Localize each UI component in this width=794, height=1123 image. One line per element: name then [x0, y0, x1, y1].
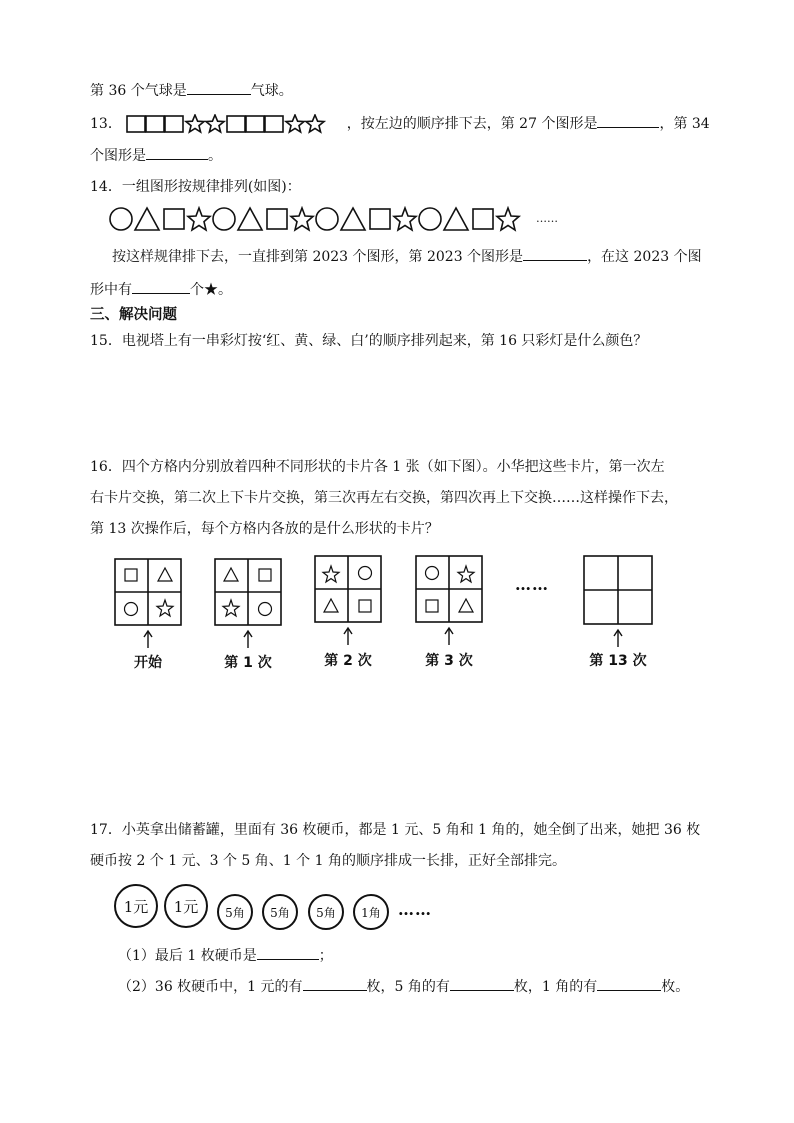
- triangle-shape: [324, 599, 338, 612]
- q14-line2-b: 个★。: [190, 282, 232, 298]
- q17-sub2-a: （2）36 枚硬币中，1 元的有: [118, 979, 303, 995]
- q17-answer-blank-last-coin[interactable]: [257, 945, 319, 960]
- q14-line2-a: 形中有: [90, 282, 132, 298]
- circle-shape: [426, 567, 439, 580]
- q14-line1-b: ，在这 2023 个图: [587, 249, 702, 265]
- star-shape: [206, 115, 224, 132]
- grid-step-13: [584, 556, 652, 624]
- q14-title: 14．一组图形按规律排列(如图)：: [90, 179, 301, 195]
- q17-answer-blank-5jiao[interactable]: [450, 976, 514, 991]
- q17-coin-dots: ……: [398, 900, 432, 919]
- q13-answer-blank-27[interactable]: [597, 113, 659, 128]
- square-shape: [127, 116, 145, 132]
- q14-line1-a: 按这样规律排下去，一直排到第 2023 个图形，第 2023 个图形是: [112, 249, 524, 265]
- star-shape: [458, 566, 474, 582]
- grid-step-2: [315, 556, 381, 622]
- q17-line1: 17．小英拿出储蓄罐，里面有 36 枚硬币，都是 1 元、5 角和 1 角的，她全倒了出来，她把 36 枚: [90, 822, 701, 838]
- square-shape: [164, 209, 184, 229]
- triangle-shape: [158, 568, 172, 581]
- q17-answer-blank-1yuan[interactable]: [303, 976, 367, 991]
- q16-line2: 右卡片交换，第二次上下卡片交换，第三次再左右交换，第四次再上下交换……这样操作下去，: [90, 490, 678, 506]
- q13-text-a: ，按左边的顺序排下去，第 27 个图形是: [346, 116, 598, 132]
- q14-shape-sequence: [108, 206, 536, 232]
- circle-shape: [125, 603, 138, 616]
- square-shape: [227, 116, 245, 132]
- q17-line2: 硬币按 2 个 1 元、3 个 5 角、1 个 1 角的顺序排成一长排，正好全部排完。: [90, 853, 566, 869]
- caption-step-2: 第 2 次: [324, 653, 372, 669]
- q16-card-grids: [110, 552, 670, 652]
- coin-1-yuan: 1元: [114, 884, 158, 928]
- grid-step-3: [416, 556, 482, 622]
- triangle-shape: [238, 208, 262, 230]
- coin-1-yuan: 1元: [164, 884, 208, 928]
- star-shape: [291, 208, 313, 230]
- coin-5-jiao: 5角: [262, 894, 298, 930]
- grid-start: [115, 559, 181, 625]
- square-shape: [267, 209, 287, 229]
- coin-5-jiao: 5角: [308, 894, 344, 930]
- caption-start: 开始: [134, 655, 162, 671]
- star-shape: [186, 115, 204, 132]
- q13-line1: [90, 113, 710, 134]
- caption-step-3: 第 3 次: [425, 653, 473, 669]
- star-shape: [323, 566, 339, 582]
- q17-sub1-suffix: ；: [318, 948, 333, 964]
- section-heading: 三、解决问题: [90, 307, 177, 323]
- circle-shape: [419, 208, 441, 230]
- q14-ellipsis: ……: [536, 212, 558, 225]
- q13-text-b: ，第 34: [659, 116, 710, 132]
- square-shape: [259, 569, 271, 581]
- square-shape: [359, 600, 371, 612]
- star-shape: [306, 115, 324, 132]
- star-shape: [394, 208, 416, 230]
- q14-line2: [90, 279, 232, 300]
- square-shape: [265, 116, 283, 132]
- coin-5-jiao: 5角: [217, 894, 253, 930]
- circle-shape: [110, 208, 132, 230]
- square-shape: [165, 116, 183, 132]
- star-shape: [157, 600, 173, 616]
- q12-answer-blank[interactable]: [187, 80, 251, 95]
- q14-answer-blank-stars[interactable]: [132, 279, 190, 294]
- triangle-shape: [459, 599, 473, 612]
- square-shape: [246, 116, 264, 132]
- circle-shape: [359, 567, 372, 580]
- square-shape: [125, 569, 137, 581]
- q13-number: 13．: [90, 116, 122, 132]
- q13-shape-sequence: [126, 114, 342, 134]
- circle-shape: [316, 208, 338, 230]
- q17-sub2-b: 枚，5 角的有: [366, 979, 450, 995]
- triangle-shape: [341, 208, 365, 230]
- grid-step-1: [215, 559, 281, 625]
- q16-dots: ……: [515, 575, 549, 594]
- q17-sub2-c: 枚，1 角的有: [513, 979, 598, 995]
- triangle-shape: [444, 208, 468, 230]
- q14-answer-blank-shape[interactable]: [523, 246, 587, 261]
- q16-line3: 第 13 次操作后，每个方格内各放的是什么形状的卡片？: [90, 521, 439, 537]
- q17-sub1: [118, 945, 333, 966]
- q13-answer-blank-34[interactable]: [146, 145, 208, 160]
- q17-sub2: [118, 976, 689, 997]
- q12-suffix: 气球。: [250, 83, 293, 99]
- caption-step-1: 第 1 次: [224, 655, 272, 671]
- star-shape: [188, 208, 210, 230]
- q13-line2-suffix: 。: [208, 148, 222, 164]
- star-shape: [286, 115, 304, 132]
- square-shape: [473, 209, 493, 229]
- q13-line2: [90, 145, 222, 166]
- circle-shape: [259, 603, 272, 616]
- triangle-shape: [224, 568, 238, 581]
- q14-line1: [112, 246, 702, 267]
- q15-text: 15．电视塔上有一串彩灯按‘红、黄、绿、白’的顺序排列起来，第 16 只彩灯是什么颜色？: [90, 333, 648, 349]
- star-shape: [497, 208, 519, 230]
- triangle-shape: [135, 208, 159, 230]
- q12-tail-line: [90, 80, 293, 101]
- coin-1-jiao: 1角: [353, 894, 389, 930]
- q14-shape-row: [108, 206, 558, 232]
- square-shape: [370, 209, 390, 229]
- q12-prefix: 第 36 个气球是: [90, 83, 187, 99]
- q17-sub2-d: 枚。: [661, 979, 690, 995]
- square-shape: [426, 600, 438, 612]
- q16-line1: 16．四个方格内分别放着四种不同形状的卡片各 1 张（如下图）。小华把这些卡片，第一次左: [90, 459, 665, 475]
- square-shape: [146, 116, 164, 132]
- q17-answer-blank-1jiao[interactable]: [597, 976, 661, 991]
- q17-sub1-prefix: （1）最后 1 枚硬币是: [118, 948, 257, 964]
- star-shape: [223, 600, 239, 616]
- q13-line2-prefix: 个图形是: [90, 148, 146, 164]
- circle-shape: [213, 208, 235, 230]
- caption-step-13: 第 13 次: [589, 653, 647, 669]
